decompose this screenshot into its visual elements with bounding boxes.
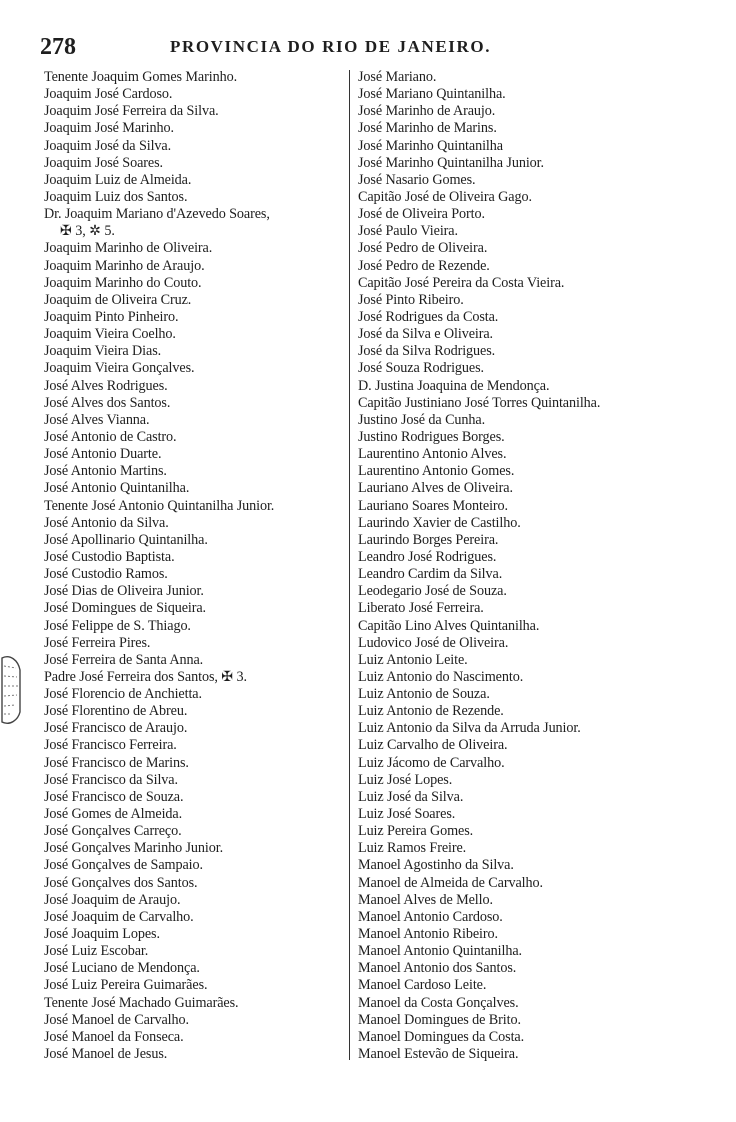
list-item: José Gonçalves Marinho Junior. — [44, 840, 224, 857]
list-item: Joaquim Luiz de Almeida. — [44, 171, 192, 188]
list-item: Luiz Antonio de Rezende. — [358, 703, 504, 720]
list-item: D. Justina Joaquina de Mendonça. — [358, 377, 550, 394]
list-item: José Manoel de Jesus. — [44, 1046, 168, 1063]
list-item: José Francisco da Silva. — [44, 771, 178, 788]
list-item: Manoel da Costa Gonçalves. — [358, 994, 519, 1011]
list-item: Laurindo Borges Pereira. — [358, 531, 499, 548]
list-item: José Dias de Oliveira Junior. — [44, 583, 204, 600]
list-item: Luiz Ramos Freire. — [358, 840, 467, 857]
list-item: José da Silva e Oliveira. — [358, 326, 494, 343]
list-item: Joaquim José da Silva. — [44, 137, 172, 154]
list-item: José Mariano. — [358, 69, 437, 85]
list-item: Manoel Antonio dos Santos. — [358, 960, 517, 977]
list-item: Joaquim José Marinho. — [44, 120, 174, 137]
list-item: Joaquim José Soares. — [44, 154, 163, 171]
binding-stamp-mark — [0, 650, 22, 730]
list-item: Justino Rodrigues Borges. — [358, 428, 505, 445]
list-item: José Francisco de Araujo. — [44, 720, 188, 737]
list-item: Luiz Antonio do Nascimento. — [358, 668, 524, 685]
list-item: Luiz José Lopes. — [358, 771, 453, 788]
list-item: José Custodio Baptista. — [44, 548, 175, 565]
list-item: Luiz Carvalho de Oliveira. — [358, 737, 508, 754]
running-title: PROVINCIA DO RIO DE JANEIRO. — [170, 37, 492, 56]
list-item: José Florentino de Abreu. — [44, 703, 188, 720]
list-item: Manoel Domingues de Brito. — [358, 1011, 521, 1028]
list-item: José Luciano de Mendonça. — [44, 960, 200, 977]
list-item: Manoel Antonio Ribeiro. — [358, 926, 498, 943]
list-item: José Manoel da Fonseca. — [44, 1028, 184, 1045]
list-item: José Gonçalves Carreço. — [44, 823, 182, 840]
list-item: José de Oliveira Porto. — [358, 206, 485, 223]
list-item: Leandro Cardim da Silva. — [358, 566, 503, 583]
list-item: José Custodio Ramos. — [44, 566, 168, 583]
list-item: Luiz José da Silva. — [358, 788, 464, 805]
list-item: Justino José da Cunha. — [358, 411, 486, 428]
list-item: Joaquim Marinho de Oliveira. — [44, 240, 213, 257]
list-item: José Apollinario Quintanilha. — [44, 531, 208, 548]
list-item: José Alves Vianna. — [44, 411, 150, 428]
list-item: José Luiz Pereira Guimarães. — [44, 977, 208, 994]
list-item: José Antonio Duarte. — [44, 446, 162, 463]
list-item: José Marinho Quintanilha — [358, 137, 503, 154]
list-item: Laurentino Antonio Gomes. — [358, 463, 515, 480]
list-item: Luiz Jácomo de Carvalho. — [358, 754, 505, 771]
list-item: Joaquim Marinho de Araujo. — [44, 257, 205, 274]
list-item: Manoel Estevão de Siqueira. — [358, 1046, 519, 1063]
list-item: José Felippe de S. Thiago. — [44, 617, 191, 634]
list-item: José Rodrigues da Costa. — [358, 308, 499, 325]
list-item: José Paulo Vieira. — [358, 223, 458, 240]
list-item: Capitão Justiniano José Torres Quintanilha. — [358, 394, 601, 411]
list-item: Manoel Antonio Quintanilha. — [358, 943, 522, 960]
list-item: Laurindo Xavier de Castilho. — [358, 514, 521, 531]
list-item: Joaquim Vieira Dias. — [44, 343, 162, 360]
list-item: ✠ 3, ✲ 5. — [60, 223, 115, 240]
list-item: Manoel Agostinho da Silva. — [358, 857, 514, 874]
list-item: José Souza Rodrigues. — [358, 360, 484, 377]
list-item: José Gomes de Almeida. — [44, 806, 183, 823]
list-item: Capitão José de Oliveira Gago. — [358, 188, 532, 205]
list-item: José Joaquim de Araujo. — [44, 891, 181, 908]
list-item: José Florencio de Anchietta. — [44, 686, 202, 703]
list-item: Joaquim Vieira Coelho. — [44, 326, 176, 343]
list-item: Luiz Antonio Leite. — [358, 651, 468, 668]
list-item: José Ferreira de Santa Anna. — [44, 651, 204, 668]
list-item: José Joaquim Lopes. — [44, 926, 160, 943]
list-item: Joaquim Luiz dos Santos. — [44, 188, 188, 205]
list-item: José da Silva Rodrigues. — [358, 343, 496, 360]
list-item: Capitão José Pereira da Costa Vieira. — [358, 274, 565, 291]
list-item: José Marinho de Marins. — [358, 120, 497, 137]
left-column — [44, 69, 354, 1063]
list-item: Capitão Lino Alves Quintanilha. — [358, 617, 540, 634]
list-item: Joaquim de Oliveira Cruz. — [44, 291, 192, 308]
list-item: Manoel Antonio Cardoso. — [358, 908, 503, 925]
list-item: Leandro José Rodrigues. — [358, 548, 497, 565]
list-item: Tenente José Antonio Quintanilha Junior. — [44, 497, 275, 514]
list-item: Joaquim José Ferreira da Silva. — [44, 103, 219, 120]
list-item: José Francisco Ferreira. — [44, 737, 177, 754]
page-number: 278 — [40, 34, 76, 60]
list-item: Joaquim Marinho do Couto. — [44, 274, 202, 291]
list-item: Luiz Antonio de Souza. — [358, 686, 490, 703]
list-item: José Francisco de Marins. — [44, 754, 189, 771]
list-item: José Gonçalves dos Santos. — [44, 874, 198, 891]
list-item: José Mariano Quintanilha. — [358, 86, 506, 103]
list-item: José Antonio Martins. — [44, 463, 167, 480]
list-item: José Luiz Escobar. — [44, 943, 149, 960]
list-item: Luiz José Soares. — [358, 806, 456, 823]
list-item: Joaquim Vieira Gonçalves. — [44, 360, 195, 377]
list-item: Lauriano Soares Monteiro. — [358, 497, 508, 514]
list-item: José Francisco de Souza. — [44, 788, 184, 805]
list-item: José Antonio da Silva. — [44, 514, 169, 531]
list-item: José Alves Rodrigues. — [44, 377, 168, 394]
list-item: José Pedro de Oliveira. — [358, 240, 488, 257]
column-divider — [349, 70, 350, 1060]
list-item: José Marinho Quintanilha Junior. — [358, 154, 544, 171]
list-item: Laurentino Antonio Alves. — [358, 446, 507, 463]
list-item: Joaquim José Cardoso. — [44, 86, 173, 103]
page-header — [40, 34, 700, 60]
list-item: Tenente José Machado Guimarães. — [44, 994, 239, 1011]
list-item: Manoel Cardoso Leite. — [358, 977, 487, 994]
list-item: José Pedro de Rezende. — [358, 257, 490, 274]
list-item: Tenente Joaquim Gomes Marinho. — [44, 69, 238, 85]
list-item: Leodegario José de Souza. — [358, 583, 507, 600]
list-item: Ludovico José de Oliveira. — [358, 634, 509, 651]
list-item: Lauriano Alves de Oliveira. — [358, 480, 513, 497]
list-item: José Pinto Ribeiro. — [358, 291, 464, 308]
list-item: José Antonio Quintanilha. — [44, 480, 190, 497]
list-item: Luiz Pereira Gomes. — [358, 823, 474, 840]
list-item: José Manoel de Carvalho. — [44, 1011, 189, 1028]
list-item: Dr. Joaquim Mariano d'Azevedo Soares, — [44, 206, 270, 223]
list-item: José Marinho de Araujo. — [358, 103, 496, 120]
list-item: Liberato José Ferreira. — [358, 600, 484, 617]
list-item: José Antonio de Castro. — [44, 428, 177, 445]
list-item: Luiz Antonio da Silva da Arruda Junior. — [358, 720, 581, 737]
list-item: José Alves dos Santos. — [44, 394, 171, 411]
right-column — [356, 69, 696, 1063]
list-item: José Joaquim de Carvalho. — [44, 908, 194, 925]
list-item: José Ferreira Pires. — [44, 634, 151, 651]
list-item: Manoel de Almeida de Carvalho. — [358, 874, 543, 891]
list-item: Manoel Alves de Mello. — [358, 891, 493, 908]
list-item: Manoel Domingues da Costa. — [358, 1028, 525, 1045]
list-item: José Domingues de Siqueira. — [44, 600, 207, 617]
list-item: Joaquim Pinto Pinheiro. — [44, 308, 179, 325]
list-item: José Gonçalves de Sampaio. — [44, 857, 203, 874]
list-item: José Nasario Gomes. — [358, 171, 476, 188]
list-item: Padre José Ferreira dos Santos, ✠ 3. — [44, 668, 247, 685]
